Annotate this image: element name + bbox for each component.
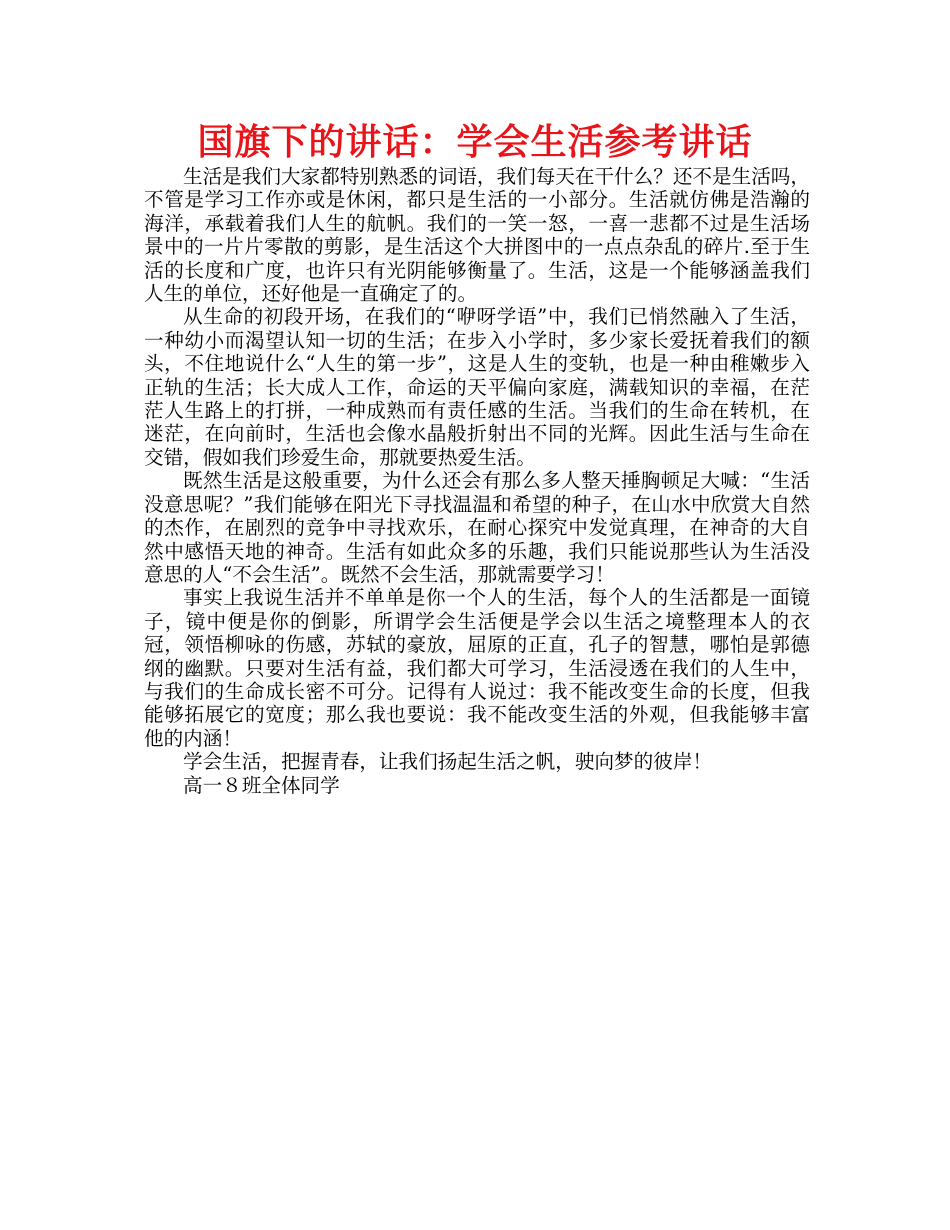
document-title: 国旗下的讲话：学会生活参考讲话 bbox=[197, 122, 753, 163]
document-body bbox=[144, 165, 810, 797]
paragraph-2: 从生命的初段开场，在我们的“咿呀学语”中，我们已悄然融入了生活，一种幼小而渴望认知一切的生活；在步入小学时，多少家长爱抚着我们的额头，不住地说什么“人生的第一步”，这是人生的变轨，也是一种由稚嫩步入正轨的生活；长大成人工作，命运的天平偏向家庭，满载知识的幸福，在茫茫人生路上的打拼，一种成熟而有责任感的生活。当我们的生命在转机，在迷茫，在向前时，生活也会像水晶般折射出不同的光辉。因此生活与生命在交错，假如我们珍爱生命，那就要热爱生活。 bbox=[144, 305, 810, 469]
paragraph-closing: 学会生活，把握青春，让我们扬起生活之帆，驶向梦的彼岸！ bbox=[183, 750, 713, 774]
signature: 高一８班全体同学 bbox=[183, 773, 340, 797]
paragraph-3: 既然生活是这般重要，为什么还会有那么多人整天捶胸顿足大喊：“生活没意思呢？”我们能够在阳光下寻找温温和希望的种子，在山水中欣赏大自然的杰作，在剧烈的竞争中寻找欢乐，在耐心探究中发觉真理，在神奇的大自然中感悟天地的神奇。生活有如此众多的乐趣，我们只能说那些认为生活没意思的人“不会生活”。既然不会生活，那就需要学习！ bbox=[144, 469, 810, 586]
paragraph-4: 事实上我说生活并不单单是你一个人的生活，每个人的生活都是一面镜子，镜中便是你的倒影，所谓学会生活便是学会以生活之境整理本人的衣冠，领悟柳咏的伤感，苏轼的豪放，屈原的正直，孔子的智慧，哪怕是郭德纲的幽默。只要对生活有益，我们都大可学习，生活浸透在我们的人生中，与我们的生命成长密不可分。记得有人说过：我不能改变生命的长度，但我能够拓展它的宽度；那么我也要说：我不能改变生活的外观，但我能够丰富他的内涵！ bbox=[144, 586, 810, 750]
paragraph-1: 生活是我们大家都特别熟悉的词语，我们每天在干什么？还不是生活吗，不管是学习工作亦或是休闲，都只是生活的一小部分。生活就仿佛是浩瀚的海洋，承载着我们人生的航帆。我们的一笑一怒，一喜一悲都不过是生活场景中的一片片零散的剪影，是生活这个大拼图中的一点点杂乱的碎片.至于生活的长度和广度，也许只有光阴能够衡量了。生活，这是一个能够涵盖我们人生的单位，还好他是一直确定了的。 bbox=[144, 165, 810, 306]
